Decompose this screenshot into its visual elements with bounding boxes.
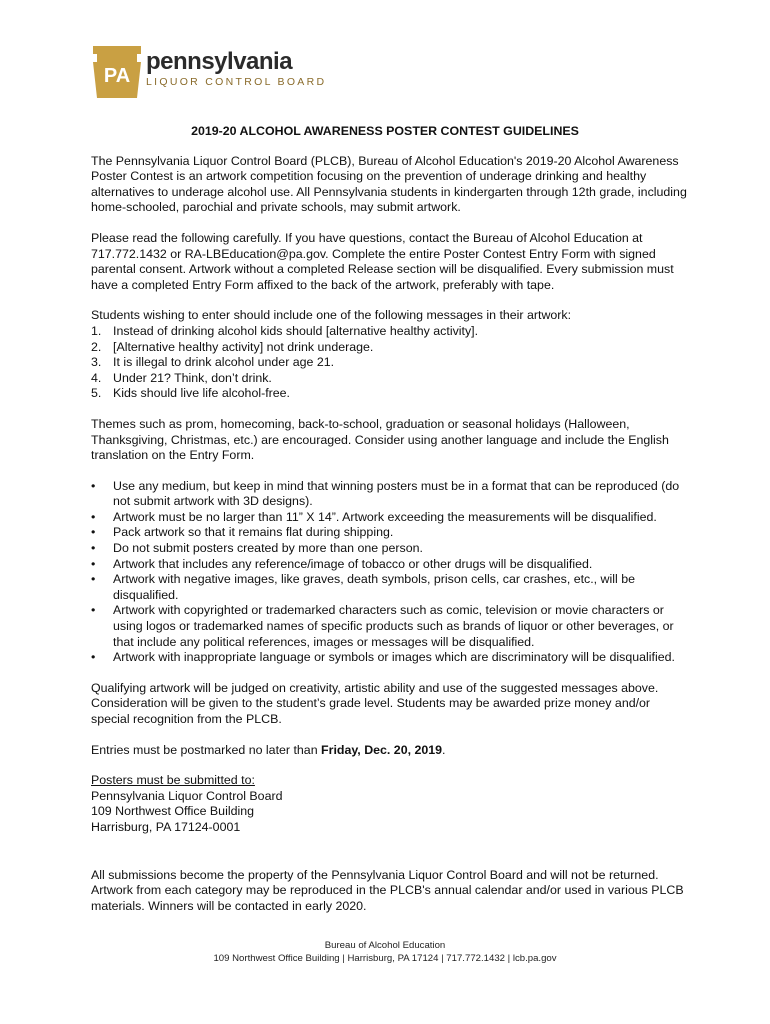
list-item bbox=[91, 479, 691, 510]
closing-paragraph: All submissions become the property of the Pennsylvania Liquor Control Board and will not be returned. Artwork from each category may be reproduced in the PLCB's annual calendar and/or used in various PLCB materials. Winners will be contacted in early 2020. bbox=[91, 867, 684, 913]
list-item-text: Under 21? Think, don’t drink. bbox=[113, 370, 272, 385]
judging-paragraph: Qualifying artwork will be judged on creativity, artistic ability and use of the suggested messages above. Consideration will be given to the student’s grade level. Students may be awarded prize money and/or special recognition from the PLCB. bbox=[91, 680, 659, 726]
rules-list bbox=[91, 479, 691, 666]
list-item bbox=[91, 510, 691, 526]
list-item bbox=[91, 371, 691, 387]
bullet-icon: • bbox=[91, 525, 96, 540]
list-item-text: Pack artwork so that it remains flat during shipping. bbox=[113, 525, 394, 540]
bullet-icon: • bbox=[91, 650, 96, 665]
address-line: 109 Northwest Office Building bbox=[91, 804, 255, 819]
page-title: 2019-20 ALCOHOL AWARENESS POSTER CONTEST GUIDELINES bbox=[191, 124, 579, 138]
list-item bbox=[91, 557, 691, 573]
bullet-icon: • bbox=[91, 478, 96, 493]
list-number: 3. bbox=[91, 355, 102, 370]
themes-paragraph: Themes such as prom, homecoming, back-to-school, graduation or seasonal holidays (Halloween, Thanksgiving, Christmas, etc.) are encouraged. Consider using another language and include the English translation on the Entry Form. bbox=[91, 416, 669, 463]
list-item-text: Artwork must be no larger than 11” X 14”. Artwork exceeding the measurements will be disqualified. bbox=[113, 509, 657, 524]
list-item bbox=[91, 603, 691, 650]
list-item bbox=[91, 650, 691, 666]
list-number: 2. bbox=[91, 339, 102, 354]
list-item-text: Artwork with copyrighted or trademarked characters such as comic, television or movie characters or using logos or trademarked names of specific products such as brands of liquor or other beverages, or that include any political references, images or messages will be disqualified. bbox=[113, 603, 674, 649]
list-item-text: Do not submit posters created by more than one person. bbox=[113, 541, 423, 556]
list-item bbox=[91, 324, 691, 340]
list-number: 1. bbox=[91, 323, 102, 338]
address-line: Harrisburg, PA 17124-0001 bbox=[91, 819, 241, 834]
logo-badge-text: PA bbox=[103, 65, 131, 87]
deadline-prefix: Entries must be postmarked no later than bbox=[91, 742, 322, 757]
deadline-paragraph bbox=[91, 743, 691, 759]
list-number: 5. bbox=[91, 386, 102, 401]
bullet-icon: • bbox=[91, 603, 96, 618]
logo-subtitle: LIQUOR CONTROL BOARD bbox=[146, 76, 327, 88]
bullet-icon: • bbox=[91, 509, 96, 524]
logo-wordmark bbox=[146, 50, 326, 88]
list-item bbox=[91, 355, 691, 371]
list-item-text: Use any medium, but keep in mind that winning posters must be in a format that can be reproduced (do not submit artwork with 3D designs). bbox=[113, 478, 680, 509]
list-item bbox=[91, 541, 691, 557]
list-item bbox=[91, 340, 691, 356]
bullet-icon: • bbox=[91, 541, 96, 556]
logo-name: pennsylvania bbox=[146, 48, 293, 75]
mailing-address bbox=[91, 773, 691, 835]
list-item bbox=[91, 525, 691, 541]
list-item-text: Kids should live life alcohol-free. bbox=[113, 386, 291, 401]
address-heading: Posters must be submitted to: bbox=[91, 773, 255, 788]
guidelines-body bbox=[91, 124, 691, 929]
messages-intro: Students wishing to enter should include one of the following messages in their artwork: bbox=[91, 308, 572, 323]
list-number: 4. bbox=[91, 370, 102, 385]
list-item-text: Instead of drinking alcohol kids should [alternative healthy activity]. bbox=[113, 323, 479, 338]
list-item-text: Artwork with negative images, like graves, death symbols, prison cells, car crashes, etc., will be disqualified. bbox=[113, 572, 635, 602]
list-item bbox=[91, 386, 691, 402]
list-item-text: Artwork that includes any reference/image of tobacco or other drugs will be disqualified. bbox=[113, 556, 593, 571]
deadline-date: Friday, Dec. 20, 2019 bbox=[321, 742, 443, 757]
messages-list bbox=[91, 324, 691, 402]
bullet-icon: • bbox=[91, 572, 96, 587]
page-footer bbox=[0, 940, 770, 965]
keystone-badge-icon bbox=[91, 44, 143, 100]
list-item-text: Artwork with inappropriate language or symbols or images which are discriminatory will be disqualified. bbox=[113, 650, 675, 665]
bullet-icon: • bbox=[91, 556, 96, 571]
deadline-suffix: . bbox=[442, 742, 446, 757]
instructions-paragraph: Please read the following carefully. If you have questions, contact the Bureau of Alcohol Education at 717.772.1432 or RA-LBEducation@pa.gov. Complete the entire Poster Contest Entry Form with signed parental consent. Artwork without a completed Release section will be disqualified. Every submission must have a completed Entry Form affixed to the back of the artwork, preferably with tape. bbox=[91, 230, 674, 292]
list-item bbox=[91, 572, 691, 603]
address-line: Pennsylvania Liquor Control Board bbox=[91, 788, 283, 803]
footer-line: 109 Northwest Office Building | Harrisburg, PA 17124 | 717.772.1432 | lcb.pa.gov bbox=[213, 952, 557, 964]
intro-paragraph: The Pennsylvania Liquor Control Board (PLCB), Bureau of Alcohol Education's 2019-20 Alcohol Awareness Poster Contest is an artwork competition focusing on the prevention of underage drinking and healthy alternatives to underage alcohol use. All Pennsylvania students in kindergarten through 12th grade, including home-schooled, parochial and private schools, may submit artwork. bbox=[91, 153, 687, 215]
footer-line: Bureau of Alcohol Education bbox=[324, 940, 446, 951]
list-item-text: It is illegal to drink alcohol under age 21. bbox=[113, 355, 335, 370]
list-item-text: [Alternative healthy activity] not drink underage. bbox=[113, 339, 374, 354]
